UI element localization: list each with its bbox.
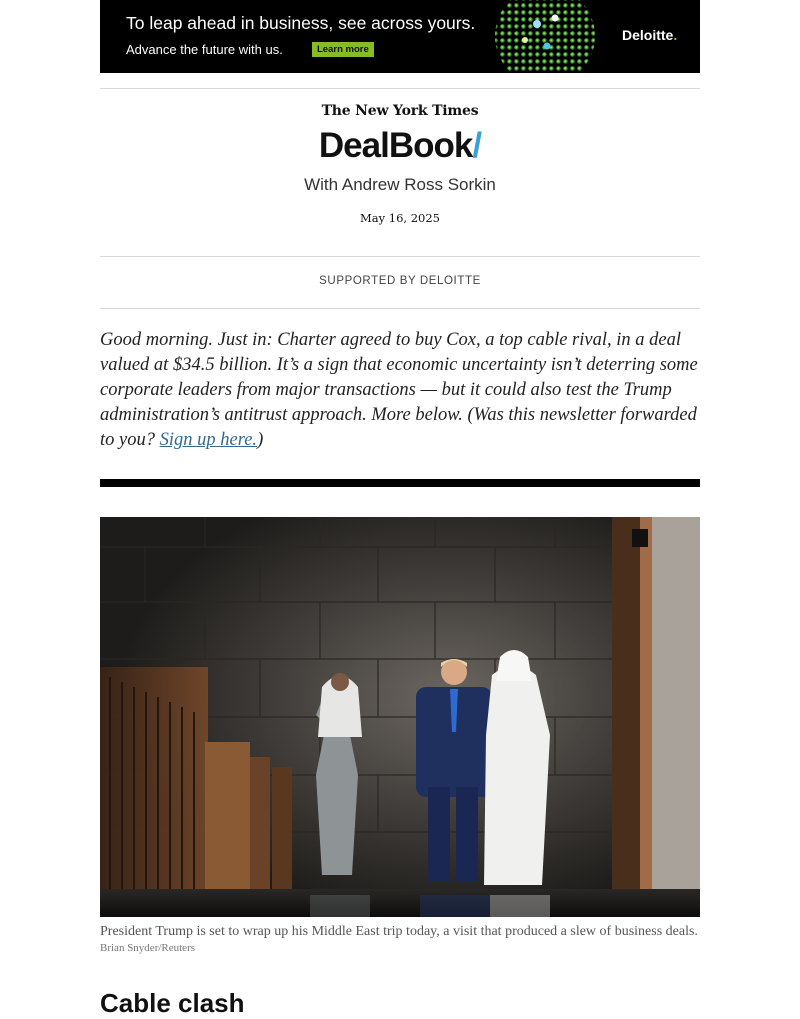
ad-headline: To leap ahead in business, see across yours. bbox=[126, 13, 476, 33]
divider bbox=[100, 256, 700, 257]
ad-banner[interactable] bbox=[100, 0, 700, 73]
ad-subline: Advance the future with us. bbox=[126, 42, 283, 57]
section-heading: Cable clash bbox=[100, 988, 245, 1018]
deloitte-logo: Deloitte. bbox=[622, 27, 678, 43]
divider bbox=[100, 88, 700, 89]
byline: With Andrew Ross Sorkin bbox=[304, 175, 496, 194]
photo-caption: President Trump is set to wrap up his Middle East trip today, a visit that produced a slew of business deals. Brian Snyder/Reuters bbox=[100, 924, 698, 954]
photo-credit: Brian Snyder/Reuters bbox=[100, 942, 196, 954]
sign-up-link[interactable]: Sign up here. bbox=[159, 430, 258, 450]
divider bbox=[100, 308, 700, 309]
intro-paragraph: Good morning. Just in: Charter agreed to buy Cox, a top cable rival, in a deal valued at $34.5 billion. It’s a sign that economic uncertainty isn’t deterring some corporate leaders from major transactions — but it could also test the Trump administration’s antitrust approach. More below. (Was this newsletter forwarded to you? Sign up here.) bbox=[100, 330, 698, 450]
intro-text: Good morning. Just in: Charter agreed to buy Cox, a top cable rival, in a deal valued at $34.5 billion. It’s a sign that economic uncertainty isn’t deterring some corporate leaders from major transactions — but it could also test the Trump administration’s antitrust approach. More below. (Was this newsletter forwarded to you? bbox=[100, 330, 698, 450]
globe-graphic-icon bbox=[485, 0, 605, 73]
nyt-logo[interactable]: The New York Times bbox=[321, 103, 479, 119]
ad-learn-more-button[interactable]: Learn more bbox=[312, 42, 374, 57]
sponsor-label: SUPPORTED BY DELOITTE bbox=[319, 275, 481, 287]
section-divider bbox=[100, 479, 700, 487]
dealbook-logo[interactable]: DealBook/ bbox=[318, 126, 482, 165]
lead-photo[interactable] bbox=[100, 517, 700, 917]
issue-date: May 16, 2025 bbox=[360, 211, 440, 225]
